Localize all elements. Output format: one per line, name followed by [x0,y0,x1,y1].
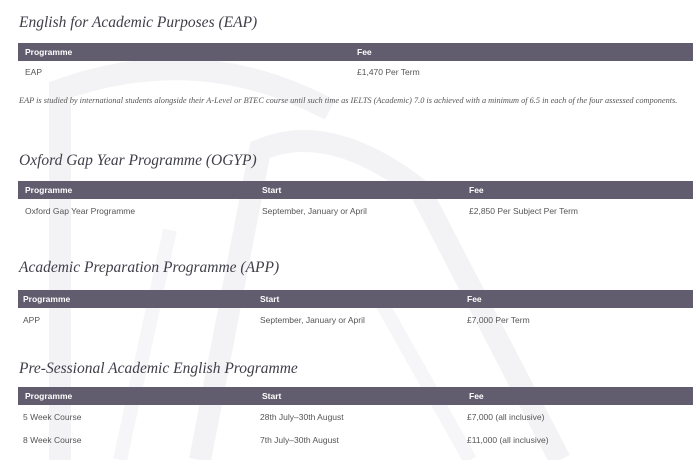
table-row [18,407,693,427]
column-header-programme: Programme [23,294,71,304]
column-header-programme: Programme [25,391,73,401]
table-row [18,62,693,82]
cell-programme: Oxford Gap Year Programme [25,206,136,216]
cell-programme: 5 Week Course [23,412,82,422]
section-title-ogyp: Oxford Gap Year Programme (OGYP) [19,152,257,169]
table-row [18,430,693,450]
cell-start: 28th July–30th August [260,412,344,422]
cell-fee: £7,000 (all inclusive) [467,412,545,422]
cell-programme: APP [23,315,41,325]
cell-fee: £2,850 Per Subject Per Term [469,206,578,216]
table-header-eap [18,43,693,61]
column-header-fee: Fee [357,47,372,57]
section-title-app: Academic Preparation Programme (APP) [19,259,280,276]
table-header-ogyp [18,181,693,199]
cell-programme: 8 Week Course [23,435,82,445]
table-header-app [18,290,693,308]
cell-programme: EAP [25,67,43,77]
eap-footnote: EAP is studied by international students alongside their A-Level or BTEC course until such time as IELTS (Academic) 7.0 is achieved with a minimum of 6.5 in each of the four assessed components. [19,96,678,105]
cell-start: 7th July–30th August [260,435,339,445]
column-header-fee: Fee [469,185,484,195]
column-header-programme: Programme [25,185,73,195]
column-header-programme: Programme [25,47,73,57]
column-header-start: Start [260,294,280,304]
table-row [18,310,693,330]
section-title-eap: English for Academic Purposes (EAP) [19,14,258,31]
column-header-fee: Fee [467,294,482,304]
column-header-fee: Fee [469,391,484,401]
cell-start: September, January or April [260,315,365,325]
cell-fee: £1,470 Per Term [357,67,420,77]
column-header-start: Start [262,185,282,195]
table-header-presessional [18,387,693,405]
column-header-start: Start [262,391,282,401]
cell-start: September, January or April [262,206,367,216]
table-row [18,201,693,221]
cell-fee: £11,000 (all inclusive) [467,435,549,445]
cell-fee: £7,000 Per Term [467,315,530,325]
section-title-presessional: Pre-Sessional Academic English Programme [19,360,298,377]
